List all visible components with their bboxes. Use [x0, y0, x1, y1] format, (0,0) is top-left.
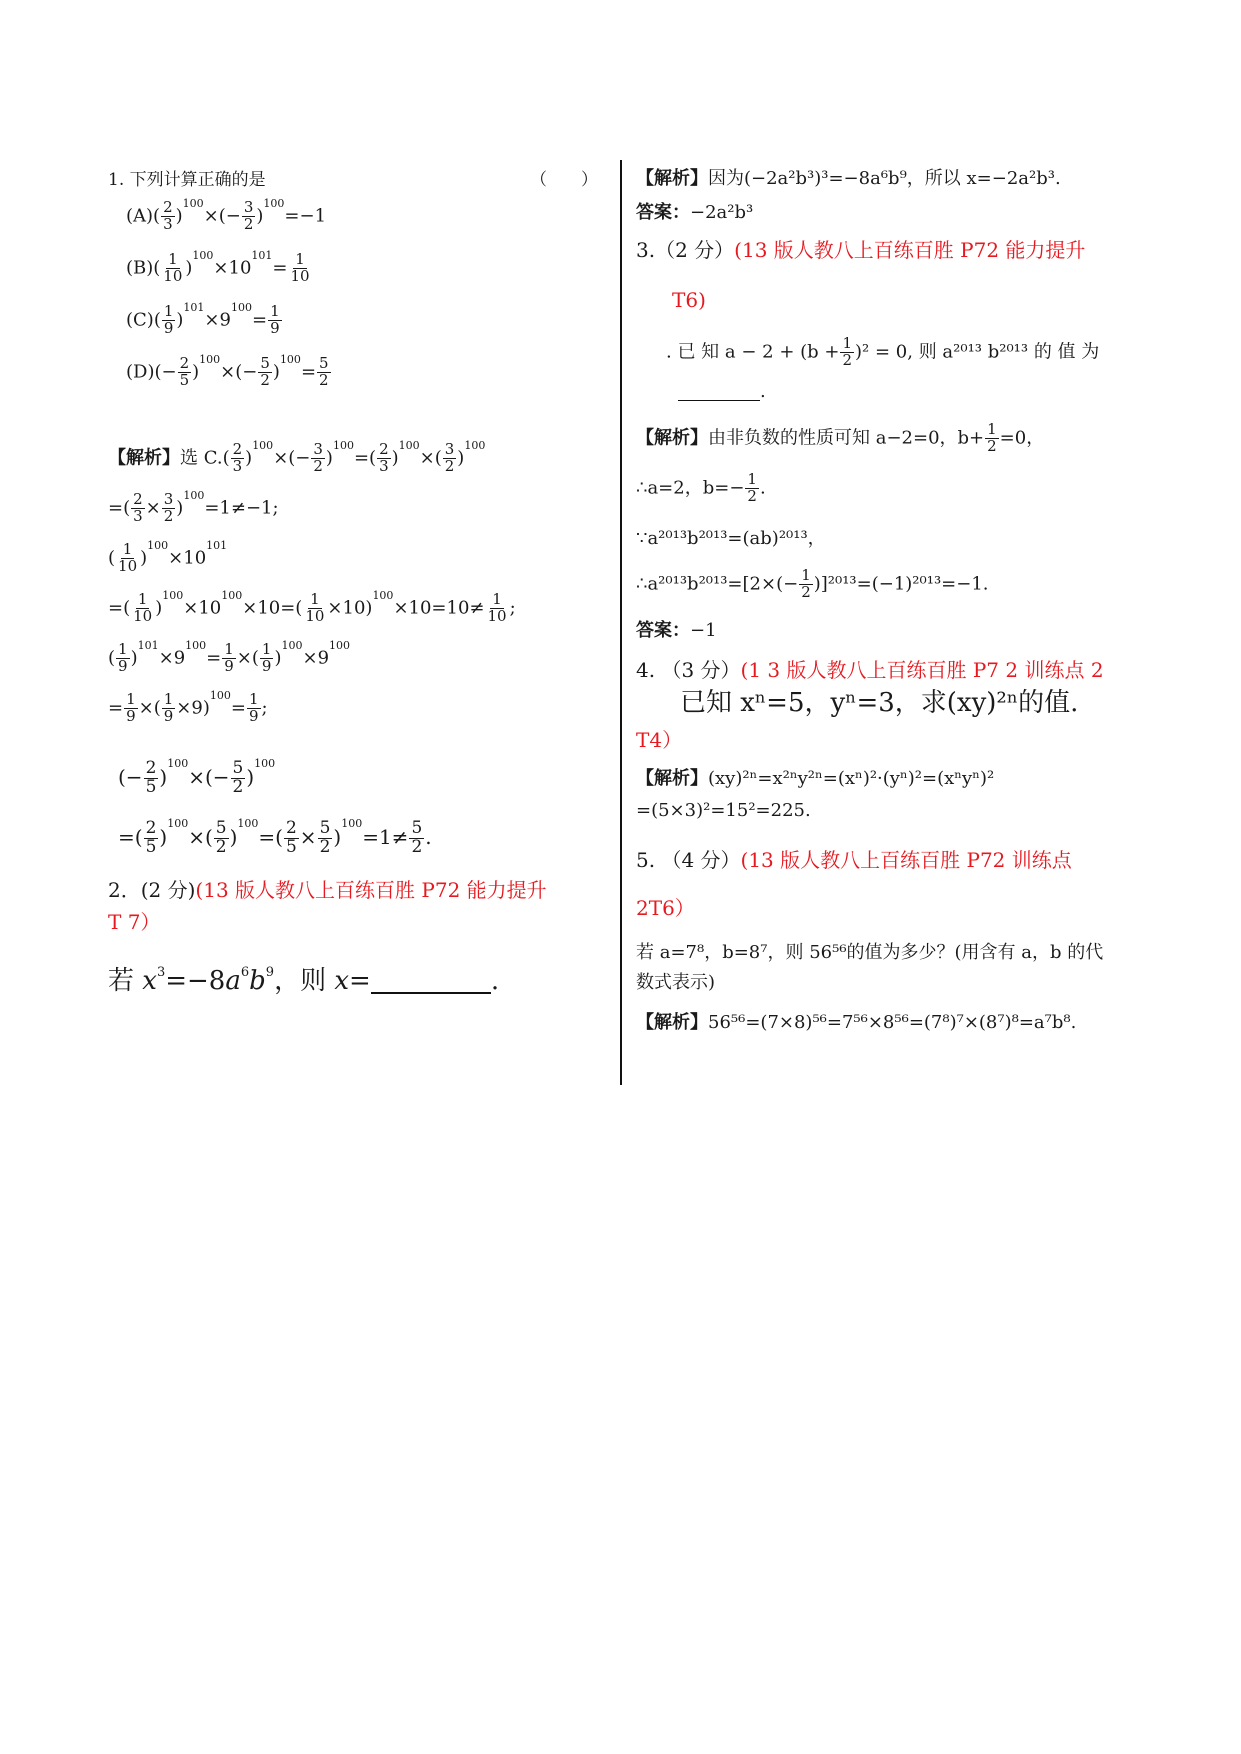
q1-analysis-line-4: =( $\frac{1}{10}$ )$^{100}\times 10^{100}\times 10=$( $\frac{1}{10}$ ×10)$^{100}$×10=10≠ $\frac{1}{10}$ ;: [108, 589, 516, 625]
q3-analysis-line-4: ∴a²⁰¹³b²⁰¹³=[2×(− $\frac{1}{2}$ )]²⁰¹³=(−1)²⁰¹³=−1.: [636, 566, 989, 601]
fraction: $\frac{1}{9}$: [163, 302, 174, 337]
q3-analysis-line-2: ∴a=2，b=− $\frac{1}{2}$ .: [636, 470, 766, 505]
q2-stem: 若 $x^3=-8a^6b^9$，则 x= .: [108, 965, 500, 996]
q4-analysis-line-1: 【解析】(xy)²ⁿ=x²ⁿy²ⁿ=(xⁿ)²·(yⁿ)²=(xⁿyⁿ)²: [636, 768, 995, 789]
q4-analysis-line-2: =(5×3)²=15²=225.: [636, 800, 811, 821]
q5-stem-line-2: 数式表示): [636, 972, 716, 993]
fraction: $\frac{1}{10}$: [163, 250, 183, 285]
fraction: $\frac{1}{9}$: [270, 302, 280, 337]
q1-option-d: (D)(− $\frac{2}{5}$ )$^{100}$×(− $\frac{5}{2}$ )$^{100}$= $\frac{5}{2}$: [126, 353, 329, 389]
q3-answer-blank: [678, 382, 760, 401]
q3-analysis-line-3: ∵a²⁰¹³b²⁰¹³=(ab)²⁰¹³，: [636, 528, 826, 549]
q4-source-cont: T4）: [636, 728, 683, 752]
fraction: $\frac{2}{5}$: [179, 354, 190, 389]
q1-option-a: (A)( $\frac{2}{3}$ )$^{100}$×(− $\frac{3}{2}$ )$^{100}$=−1: [126, 197, 327, 233]
q2-answer: 答案：−2a²b³: [636, 202, 754, 223]
q1-analysis-line-2: =( $\frac{2}{3}$ × $\frac{3}{2}$ )$^{100}$=1≠−1;: [108, 489, 279, 525]
q1-answer-paren: （ ）: [530, 170, 598, 190]
q1-analysis-line-3: ( $\frac{1}{10}$ )$^{100}\times 10^{101}$: [108, 539, 228, 575]
q3-answer: 答案：−1: [636, 620, 717, 641]
fraction: $\frac{5}{2}$: [260, 354, 270, 389]
q3-source-cont: T6): [672, 288, 706, 312]
q1-analysis-line-1: 【解析】选 C.( $\frac{2}{3}$ )$^{100}$×(− $\frac{3}{2}$ )$^{100}$=( $\frac{2}{3}$ )$^{100}$×( $\frac{3}{2}$ )$^{100}$: [108, 439, 486, 475]
fraction: $\frac{2}{3}$: [163, 198, 173, 233]
q5-header: 5. （4 分）(13 版人教八上百练百胜 P72 训练点: [636, 848, 1072, 872]
q5-source-cont: 2T6）: [636, 896, 695, 920]
fraction: $\frac{1}{10}$: [290, 250, 310, 285]
q3-analysis-line-1: 【解析】由非负数的性质可知 a−2=0，b+ $\frac{1}{2}$ =0，: [636, 420, 1045, 455]
fraction: $\frac{5}{2}$: [319, 354, 329, 389]
q1-analysis-line-5: ( $\frac{1}{9}$ )$^{101}\times 9^{100}=$ $\frac{1}{9}$ ×( $\frac{1}{9}$ )$^{100}\times 9^{100}$: [108, 639, 351, 675]
q3-header: 3.（2 分）(13 版人教八上百练百胜 P72 能力提升: [636, 238, 1086, 262]
fraction: $\frac{3}{2}$: [243, 198, 254, 233]
q1-analysis-line-7: (− $\frac{2}{5}$ )$^{100}$×(− $\frac{5}{2}$ )$^{100}$: [118, 757, 276, 797]
q1-option-b: (B)( $\frac{1}{10}$ )$^{100}\times 10^{101}=$ $\frac{1}{10}$: [126, 249, 310, 285]
q1-title: 1. 下列计算正确的是: [108, 170, 266, 190]
q1-option-c: (C)( $\frac{1}{9}$ )$^{101}\times 9^{100}=$ $\frac{1}{9}$: [126, 301, 280, 337]
q4-header: 4. （3 分）(1 3 版人教八上百练百胜 P7 2 训练点 2: [636, 658, 1104, 682]
q4-stem: 已知 xⁿ=5，yⁿ=3，求(xy)²ⁿ的值.: [680, 688, 1079, 718]
q1-analysis-line-6: = $\frac{1}{9}$ ×( $\frac{1}{9}$ ×9)$^{100}$= $\frac{1}{9}$ ;: [108, 689, 268, 725]
q3-answer-blank-line: .: [678, 382, 766, 401]
column-divider: [620, 160, 622, 1085]
q5-stem-line-1: 若 a=7⁸，b=8⁷，则 56⁵⁶的值为多少？(用含有 a，b 的代: [636, 942, 1104, 963]
q2-source-cont: T 7）: [108, 910, 161, 934]
q2-header: 2．(2 分)(13 版人教八上百练百胜 P72 能力提升: [108, 878, 547, 902]
q3-stem: . 已 知 a − 2 + (b + $\frac{1}{2}$ )² = 0, 则 a²⁰¹³ b²⁰¹³ 的 值 为: [666, 334, 1100, 369]
q5-analysis: 【解析】56⁵⁶=(7×8)⁵⁶=7⁵⁶×8⁵⁶=(7⁸)⁷×(8⁷)⁸=a⁷b⁸.: [636, 1012, 1077, 1033]
q1-analysis-line-8: =( $\frac{2}{5}$ )$^{100}$×( $\frac{5}{2}$ )$^{100}$=( $\frac{2}{5}$ × $\frac{5}{2}$ )$^{100}$=1≠ $\frac{5}{2}$ .: [118, 817, 432, 857]
q2-analysis: 【解析】因为(−2a²b³)³=−8a⁶b⁹，所以 x=−2a²b³.: [636, 168, 1061, 189]
q2-answer-blank: [371, 972, 491, 994]
